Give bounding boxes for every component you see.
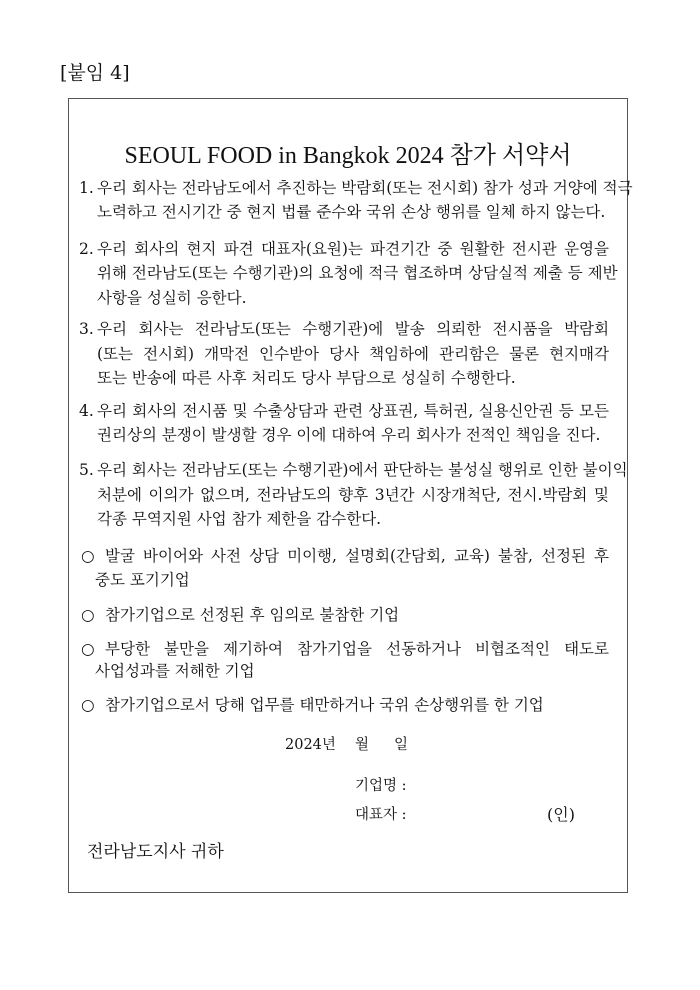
item-line: 우리 회사는 전라남도(또는 수행기관)에 발송 의뢰한 전시품을 박람회 — [97, 320, 609, 338]
attachment-label: [붙임 4] — [60, 62, 130, 84]
item-line: 권리상의 분쟁이 발생할 경우 이에 대하여 우리 회사가 전적인 책임을 진다. — [97, 426, 601, 444]
pledge-form — [68, 98, 633, 893]
representative-label: 대표자 : — [355, 807, 407, 823]
item-number: 2. — [79, 240, 94, 258]
bullet-line: 부당한 불만을 제기하여 참가기업을 선동하거나 비협조적인 태도로 — [105, 640, 609, 658]
bullet-line: 중도 포기기업 — [95, 571, 190, 589]
item-line: 우리 회사는 전라남도(또는 수행기관)에서 판단하는 불성실 행위로 인한 불이익 — [97, 461, 628, 479]
item-line: 각종 무역지원 사업 참가 제한을 감수한다. — [97, 510, 382, 528]
date-year: 2024년 — [285, 737, 336, 753]
company-name-label: 기업명 : — [355, 778, 407, 794]
page-title: SEOUL FOOD in Bangkok 2024 참가 서약서 — [124, 143, 572, 169]
item-line: 처분에 이의가 없으며, 전라남도의 향후 3년간 시장개척단, 전시.박람회 및 — [97, 486, 609, 504]
item-number: 4. — [79, 402, 94, 420]
bullet-line: 사업성과를 저해한 기업 — [95, 662, 255, 680]
item-number: 1. — [79, 179, 94, 197]
circle-bullet-icon: ○ — [81, 696, 95, 714]
addressee: 전라남도지사 귀하 — [87, 842, 224, 862]
item-line: 우리 회사의 현지 파견 대표자(요원)는 파견기간 중 원활한 전시관 운영을 — [97, 240, 609, 258]
date-day: 일 — [394, 737, 409, 753]
seal-label: (인) — [547, 805, 575, 824]
item-line: 노력하고 전시기간 중 현지 법률 준수와 국위 손상 행위를 일체 하지 않는다. — [97, 203, 606, 221]
item-line: 우리 회사의 전시품 및 수출상담과 관련 상표권, 특허권, 실용신안권 등 모든 — [97, 402, 609, 420]
item-line: 또는 반송에 따른 사후 처리도 당사 부담으로 성실히 수행한다. — [97, 369, 516, 387]
item-number: 3. — [79, 320, 94, 338]
item-line: 우리 회사는 전라남도에서 추진하는 박람회(또는 전시회) 참가 성과 거양에 적극 — [97, 179, 633, 197]
item-line: (또는 전시회) 개막전 인수받아 당사 책임하에 관리함은 물론 현지매각 — [97, 345, 609, 363]
item-number: 5. — [79, 461, 94, 479]
circle-bullet-icon: ○ — [81, 640, 95, 658]
bullet-line: 참가기업으로 선정된 후 임의로 불참한 기업 — [105, 606, 400, 624]
item-line: 위해 전라남도(또는 수행기관)의 요청에 적극 협조하며 상담실적 제출 등 제반 — [97, 264, 618, 282]
circle-bullet-icon: ○ — [81, 606, 95, 624]
bullet-line: 발굴 바이어와 사전 상담 미이행, 설명회(간담회, 교육) 불참, 선정된 후 — [105, 547, 609, 565]
date-month: 월 — [355, 737, 370, 753]
item-line: 사항을 성실히 응한다. — [97, 289, 247, 307]
circle-bullet-icon: ○ — [81, 547, 95, 565]
bullet-line: 참가기업으로서 당해 업무를 태만하거나 국위 손상행위를 한 기업 — [105, 696, 544, 714]
